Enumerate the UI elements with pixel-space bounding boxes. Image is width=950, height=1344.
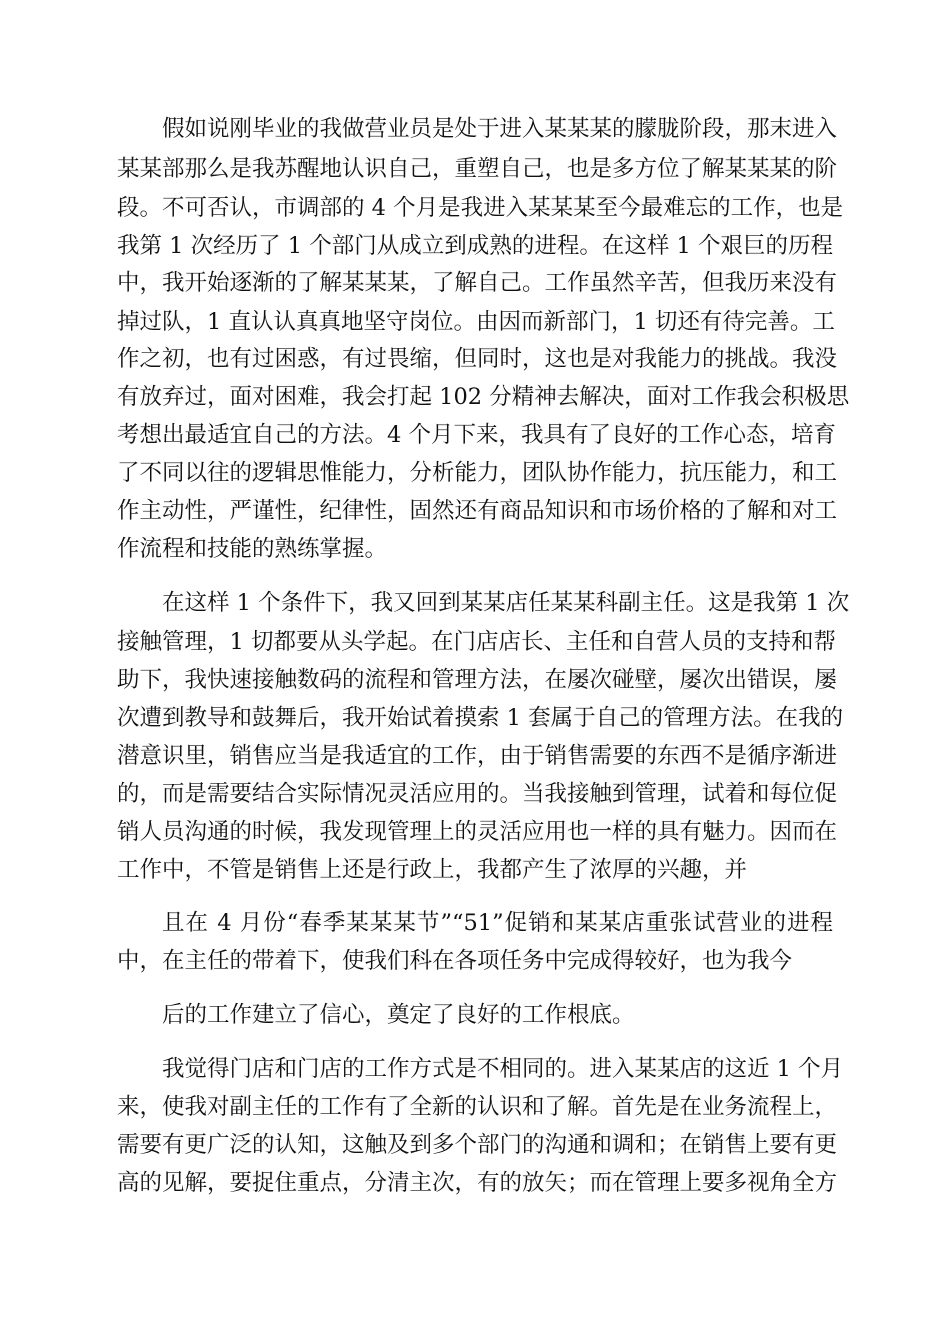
paragraph-4-line-1: 后的工作建立了信心，奠定了良好的工作根底。 (162, 1002, 635, 1028)
paragraph-5-line-1: 我觉得门店和门店的工作方式是不相同的。进入某某店的这近 1 个月 (162, 1056, 844, 1082)
paragraph-3-line-1: 且在 4 月份“春季某某某节”“51”促销和某某店重张试营业的进程 (162, 910, 833, 936)
paragraph-1-line-1: 假如说刚毕业的我做营业员是处于进入某某某的朦胧阶段，那末进入 (162, 116, 838, 142)
paragraph-2-line-4: 次遭到教导和鼓舞后，我开始试着摸索 1 套属于自己的管理方法。在我的 (117, 705, 844, 731)
paragraph-1-line-12: 作流程和技能的熟练掌握。 (117, 536, 388, 562)
paragraph-1-line-4: 我第 1 次经历了 1 个部门从成立到成熟的进程。在这样 1 个艰巨的历程 (117, 233, 834, 259)
paragraph-1-line-9: 考想出最适宜自己的方法。4 个月下来，我具有了良好的工作心态，培育 (117, 422, 836, 448)
paragraph-1-line-6: 掉过队，1 直认认真真地坚守岗位。由因而新部门，1 切还有待完善。工 (117, 309, 835, 335)
paragraph-2-line-1: 在这样 1 个条件下，我又回到某某店任某某科副主任。这是我第 1 次 (162, 590, 850, 616)
paragraph-1-line-2: 某某部那么是我苏醒地认识自己，重塑自己，也是多方位了解某某某的阶 (117, 156, 838, 182)
paragraph-2-line-5: 潜意识里，销售应当是我适宜的工作，由于销售需要的东西不是循序渐进 (117, 743, 838, 769)
paragraph-1-line-5: 中，我开始逐渐的了解某某某，了解自己。工作虽然辛苦，但我历来没有 (117, 270, 838, 296)
paragraph-2-line-6: 的，而是需要结合实际情况灵活应用的。当我接触到管理，试着和每位促 (117, 781, 838, 807)
paragraph-5-line-2: 来，使我对副主任的工作有了全新的认识和了解。首先是在业务流程上， (117, 1094, 838, 1120)
paragraph-1-line-10: 了不同以往的逻辑思惟能力，分析能力，团队协作能力，抗压能力，和工 (117, 460, 838, 486)
paragraph-1-line-3: 段。不可否认，市调部的 4 个月是我进入某某某至今最难忘的工作，也是 (117, 195, 844, 221)
paragraph-5-line-4: 高的见解，要捉住重点，分清主次，有的放矢；而在管理上要多视角全方 (117, 1170, 838, 1196)
paragraph-1-line-7: 作之初，也有过困惑，有过畏缩，但同时，这也是对我能力的挑战。我没 (117, 346, 838, 372)
paragraph-1-line-8: 有放弃过，面对困难，我会打起 102 分精神去解决，面对工作我会积极思 (117, 384, 850, 410)
paragraph-2-line-2: 接触管理，1 切都要从头学起。在门店店长、主任和自营人员的支持和帮 (117, 629, 836, 655)
paragraph-2-line-7: 销人员沟通的时候，我发现管理上的灵活应用也一样的具有魅力。因而在 (117, 819, 838, 845)
paragraph-2-line-8: 工作中，不管是销售上还是行政上，我都产生了浓厚的兴趣，并 (117, 857, 748, 883)
paragraph-5-line-3: 需要有更广泛的认知，这触及到多个部门的沟通和调和；在销售上要有更 (117, 1132, 838, 1158)
paragraph-3-line-2: 中，在主任的带着下，使我们科在各项任务中完成得较好，也为我今 (117, 948, 793, 974)
paragraph-1-line-11: 作主动性，严谨性，纪律性，固然还有商品知识和市场价格的了解和对工 (117, 498, 838, 524)
paragraph-2-line-3: 助下，我快速接触数码的流程和管理方法，在屡次碰壁，屡次出错误，屡 (117, 667, 838, 693)
